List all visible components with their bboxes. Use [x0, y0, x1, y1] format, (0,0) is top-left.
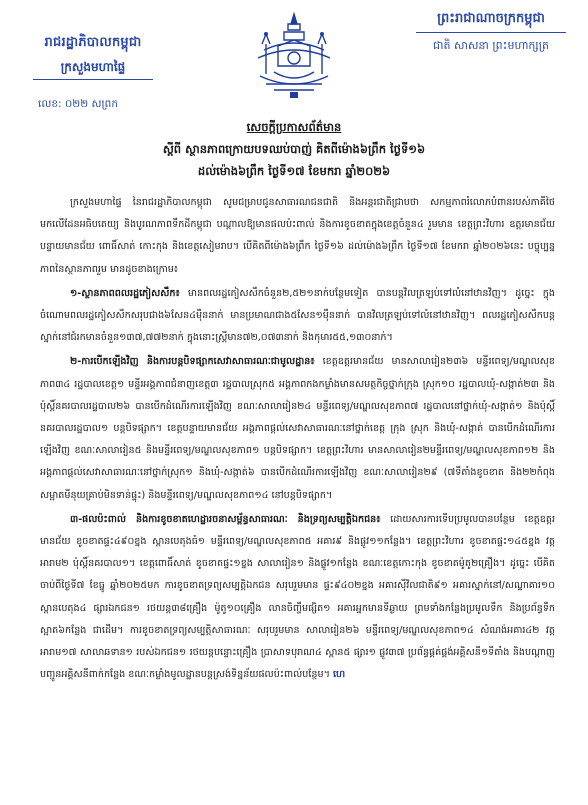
section-1-heading: ១-ស្ថានភាពពលរដ្ឋភៀសសឹក៖ [70, 287, 180, 299]
section-2-heading: ២-ការបើកឡើងវិញ និងការបន្តបិទផ្សាកសេវាសាធារណៈជាមូលដ្ឋាន៖ [70, 356, 315, 368]
kingdom-name: ព្រះរាជាណាចក្រកម្ពុជា [437, 11, 545, 26]
handwritten-signature: ហេ [332, 669, 346, 681]
reference-number: លេខ: ០២២ សព្រក [38, 98, 118, 110]
intro-paragraph: ក្រសួងមហាផ្ទៃ នៃរាជរដ្ឋាភិបាលកម្ពុជា សូមជម្រាបជូនសាធារណជនជាតិ និងអន្តរជាតិជ្រាបថា សកម្មភាពរំលោភបំពានរបស់ភាគីថៃ មកលើដែនអធិបតេយ្យ និងបូរណភាពទឹកដីកម្ពុជា បណ្តាលឱ្យមានផលប៉ះពាល់ និងការខូចខាតក្នុងខេត្តចំនួន៤ រួមមាន ខេត្តព្រះវិហារ ឧត្តរមានជ័យ បន្ទាយមានជ័យ ពោធិ៍សាត់ កោះកុង និងខេត្តសៀមរាប។ បើគិតពីម៉ោង៦ព្រឹក ថ្ងៃទី១៦ ដល់ម៉ោង៦ព្រឹក ថ្ងៃទី១៧ ខែមករា ឆ្នាំ២០២៦នេះ បច្ចុប្បន្នភាពនៃស្ថានភាពរួម មានដូចខាងក្រោម៖ [40, 197, 555, 275]
ministry-underline [33, 79, 153, 80]
title-line-2: ស្តីពី ស្ថានភាពក្រោយបទឈប់បាញ់ គិតពីម៉ោង៦ព្រឹក ថ្ងៃទី១៦ [162, 142, 426, 156]
header-right [406, 10, 576, 55]
document-title [0, 120, 588, 181]
title-line-1: សេចក្តីប្រកាសព័ត៌មាន [246, 120, 342, 134]
section-3-heading: ៣-ផលប៉ះពាល់ និងការខូចខាតហេដ្ឋារចនាសម្ព័ន្ធសាធារណៈ និងទ្រព្យសម្បត្តិឯកជន៖ [70, 513, 381, 525]
government-name: រាជរដ្ឋាភិបាលកម្ពុជា [44, 35, 142, 50]
ministry-name: ក្រសួងមហាផ្ទៃ [60, 60, 126, 74]
document-body [40, 192, 555, 688]
section-1-paragraph [40, 283, 555, 350]
section-3-text: ដោយសារការទើបប្រមូលបានបន្ថែម ខេត្តឧត្តរមានជ័យ ខូចខាតផ្ទះ៤៩០ខ្នង ស្ពានបេតុងធំ១ មន្ទីរពេទ្យ/មណ្ឌលសុខភាព៥ អគារ៩ និងផ្លូវ១១កន្លែង។ ខេត្តព្រះវិហារ ខូចខាតផ្ទះ១៤៥ខ្នង វត្តអារាម២ ប៉ុស្តិ៍នគរបាល១។ ខេត្តពោធិ៍សាត់ ខូចខាតផ្ទះ១ខ្នង សាលារៀន១ និងផ្លូវ១កន្លែង ខណៈខេត្តកោះកុង ខូចខាតម៉ូតូ២គ្រឿង។ ដូច្នេះ បើគិតចាប់ពីថ្ងៃទី៧ ខែធ្នូ ឆ្នាំ២០២៥មក ការខូចខាតទ្រព្យសម្បត្តិឯកជន សរុបរួមមាន ផ្ទះ៩៤០២ខ្នង អគារស៊ីវិលជាតិ៩១ អគារស្នាក់នៅ/សណ្ឋាគារ១០ ស្ពានបេតុង៤ ផ្សារឯកជន១ រថយន្ត៣៨គ្រឿង ម៉ូតូ១០គ្រឿង លានចិញ្ចឹមផ្សិត១ អគារអ្នកមានទីឆ្ងាយ ព្រមទាំងកន្លែងប្រមូលទឹក និងប្រព័ន្ធទឹកស្អាត៦កន្លែង ជាដើម។ ការខូចខាតទ្រព្យសម្បត្តិសាធារណៈ សរុបរួមមាន សាលារៀន២៦ មន្ទីរពេទ្យ/មណ្ឌលសុខភាព១៤ សំណង់អគារ៤២ វត្តអារាម១៧ សាលាឆទាន១ របស់ឯកជន១ រថយន្តបន្ទោះគ្រឿង ប្រាសាទបុរាណ៤ ស្ពាន៥ ផ្សារ១ ផ្លូវ៣៧ ប្រព័ន្ធផ្គត់ផ្គង់អគ្គិសនី១ទីតាំង និងបណ្តាញបញ្ជូនអគ្គិសនីពាក់កន្លែង ខណៈកម្លាំងមូលដ្ឋានបន្តស្រង់ទិន្នន័យផលប៉ះពាល់បន្ថែម។ [40, 513, 555, 681]
title-line-3: ដល់ម៉ោង៦ព្រឹក ថ្ងៃទី១៧ ខែមករា ឆ្នាំ២០២៦ [197, 164, 391, 178]
kingdom-underline [416, 32, 566, 33]
header-left [18, 34, 168, 113]
national-motto: ជាតិ សាសនា ព្រះមហាក្សត្រ [433, 39, 549, 52]
royal-emblem-icon [244, 10, 344, 102]
section-2-text: ខេត្តឧត្តរមានជ័យ មានសាលារៀន២៣៦ មន្ទីរពេទ្យ/មណ្ឌលសុខភាព៣៤ រដ្ឋបាលខេត្ត១ មន្ទីរអង្គភាពជំនាញខេត្ត៣ រដ្ឋបាលស្រុក៥ អង្គភាពកងកម្លាំងមានសមត្ថកិច្ចថ្នាក់ក្រុង ស្រុក១០ រដ្ឋបាលឃុំ-សង្កាត់២៣ និងប៉ុស្តិ៍នគរបាលរដ្ឋបាល២៦ បានបើកដំណើរការឡើងវិញ ខណៈសាលារៀន២៤ មន្ទីរពេទ្យ/មណ្ឌលសុខភាព៧ រដ្ឋបាលនៅថ្នាក់ឃុំ-សង្កាត់១ និងប៉ុស្តិ៍នគរបាលរដ្ឋបាល១ បន្តបិទផ្សាក។ ខេត្តបន្ទាយមានជ័យ អង្គភាពផ្តល់សេវាសាធារណៈនៅថ្នាក់ខេត្ត ក្រុង ស្រុក និងឃុំ-សង្កាត់ បានបើកដំណើរការឡើងវិញ ខណៈសាលារៀន៥ និងមន្ទីរពេទ្យ/មណ្ឌលសុខភាព១ បន្តបិទផ្សាក។ ខេត្តព្រះវិហារ មានសាលារៀន២មន្ទីរពេទ្យ/មណ្ឌលសុខភាព១២ និងអង្គភាពផ្តល់សេវាសាធារណៈនៅថ្នាក់ស្រុក១ និងឃុំ-សង្កាត់៦ បានបើកដំណើរការឡើងវិញ ខណៈសាលារៀន២៩ (៧ទីតាំងខូចខាត និង២២កំពុងសម្អាតមីនុយគ្រាប់មិនទាន់ផ្ទុះ) និងមន្ទីរពេទ្យ/មណ្ឌលសុខភាព១៤ នៅបន្តបិទផ្សាក។ [40, 356, 555, 501]
section-1-text: មានពលរដ្ឋភៀសសឹកចំនួន២,៥២១នាក់បន្ថែមទៀត បានបន្តវិលត្រឡប់ទៅលំនៅឋានវិញ។ ដូច្នេះ ក្នុងចំណោមពលរដ្ឋភៀសសឹកសរុបជាង៦សែន៤ម៉ឺននាក់ មានប្រមាណជាង៥សែន១ម៉ឺននាក់ បានវិលត្រឡប់ទៅលំនៅឋានវិញ។ ពលរដ្ឋភៀសសឹកបន្តស្នាក់នៅជំរកមានចំនួន១៣៧,៧៧២នាក់ ក្នុងនោះស្ត្រីមាន៧២,០៧៣នាក់ និងកុមារ៥៥,១៣០នាក់។ [40, 287, 555, 344]
section-3-paragraph [40, 509, 555, 687]
section-2-paragraph [40, 351, 555, 506]
